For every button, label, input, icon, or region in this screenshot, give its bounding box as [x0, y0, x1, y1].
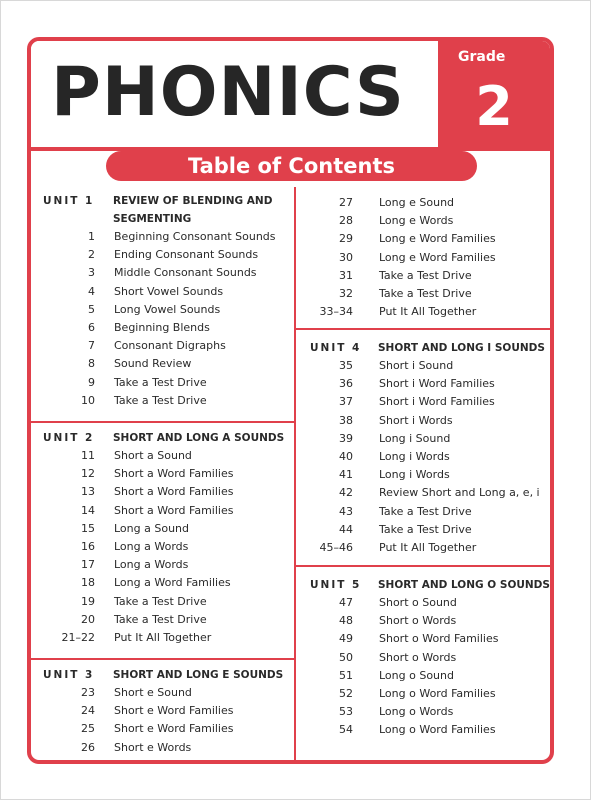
lesson-title: Put It All Together	[114, 631, 212, 644]
lesson-title: Take a Test Drive	[114, 375, 207, 389]
toc-entry	[31, 228, 294, 246]
page-number: 35	[339, 359, 353, 372]
page-number: 2	[88, 248, 95, 262]
toc-entry	[296, 667, 550, 685]
lesson-title: Long e Word Families	[379, 250, 496, 264]
toc-entry	[31, 538, 294, 556]
lesson-title: Short a Sound	[114, 449, 192, 462]
page-number: 16	[81, 540, 95, 553]
page-number: 43	[339, 504, 353, 518]
toc-entry	[31, 264, 294, 282]
page-number: 5	[88, 302, 95, 316]
lesson-title: Short o Words	[379, 614, 457, 628]
toc-entry	[296, 249, 550, 267]
lesson-title: Short a Word Families	[114, 503, 234, 517]
page-number: 25	[81, 722, 95, 736]
lesson-title: Long a Sound	[114, 521, 189, 535]
lesson-title: Short e Sound	[114, 686, 192, 699]
toc-entry	[31, 702, 294, 720]
page-number: 33–34	[319, 305, 353, 319]
lesson-title: Sound Review	[114, 357, 192, 371]
lesson-title: Long a Words	[114, 540, 189, 553]
toc-entry	[296, 466, 550, 484]
lesson-title: Consonant Digraphs	[114, 339, 226, 353]
lesson-title: Long e Word Families	[379, 232, 496, 246]
page-number: 47	[339, 596, 353, 609]
unit-heading	[31, 666, 294, 684]
page-number: 7	[88, 339, 95, 353]
page-number: 12	[81, 467, 95, 481]
toc-entry	[31, 392, 294, 410]
page-number: 8	[88, 357, 95, 371]
lesson-title: Take a Test Drive	[379, 522, 472, 536]
toc-entry	[31, 739, 294, 757]
toc-entry	[31, 447, 294, 465]
unit-divider-1-2	[31, 421, 294, 423]
lesson-title: Long e Words	[379, 214, 454, 228]
unit-heading	[296, 339, 550, 357]
unit-number: UNIT 1	[43, 195, 95, 207]
unit-divider-2-3	[31, 658, 294, 660]
toc-entry	[296, 630, 550, 648]
lesson-title: Short i Word Families	[379, 395, 495, 409]
unit-number: UNIT 2	[43, 432, 95, 444]
toc-entry	[31, 337, 294, 355]
lesson-title: Take a Test Drive	[379, 268, 472, 282]
page-number: 53	[339, 705, 353, 719]
page-number: 26	[81, 740, 95, 754]
lesson-title: Short e Word Families	[114, 704, 234, 718]
toc-entry	[296, 521, 550, 539]
page-number: 4	[88, 284, 95, 298]
toc-entry	[296, 649, 550, 667]
lesson-title: Middle Consonant Sounds	[114, 266, 257, 280]
toc-entry	[296, 430, 550, 448]
toc-entry	[296, 484, 550, 502]
toc-entry	[296, 230, 550, 248]
page-number: 40	[339, 450, 353, 463]
toc-entry	[296, 448, 550, 466]
page-number: 39	[339, 431, 353, 445]
lesson-title: Take a Test Drive	[114, 594, 207, 608]
grade-label: Grade	[458, 49, 506, 65]
lesson-title: Short o Sound	[379, 596, 457, 609]
lesson-title: Long o Word Families	[379, 687, 496, 700]
page-number: 14	[81, 503, 95, 517]
toc-entry	[296, 594, 550, 612]
lesson-title: Beginning Blends	[114, 321, 210, 334]
toc-entry	[31, 374, 294, 392]
page-number: 49	[339, 632, 353, 646]
toc-entry	[296, 612, 550, 630]
lesson-title: Long o Sound	[379, 668, 454, 682]
lesson-title: Short e Words	[114, 740, 192, 754]
lesson-title: Take a Test Drive	[379, 504, 472, 518]
lesson-title: Long o Word Families	[379, 723, 496, 737]
unit-title: SHORT AND LONG E SOUNDS	[113, 669, 284, 681]
toc-entry	[296, 685, 550, 703]
page-number: 51	[339, 668, 353, 682]
lesson-title: Short e Word Families	[114, 722, 234, 736]
page-number: 52	[339, 687, 353, 700]
toc-frame	[27, 37, 554, 764]
page-number: 42	[339, 486, 353, 500]
toc-entry	[31, 301, 294, 319]
toc-entry	[296, 503, 550, 521]
toc-entry	[31, 319, 294, 337]
toc-entry	[31, 556, 294, 574]
toc-entry	[31, 684, 294, 702]
lesson-title: Long e Sound	[379, 196, 455, 209]
grade-number: 2	[475, 75, 513, 138]
toc-entry	[31, 593, 294, 611]
lesson-title: Beginning Consonant Sounds	[114, 230, 276, 243]
unit-title-line2: SEGMENTING	[113, 213, 192, 226]
page-number: 6	[88, 321, 95, 334]
page-number: 18	[81, 576, 95, 590]
unit-title: SHORT AND LONG O SOUNDS	[378, 579, 550, 591]
unit-title: REVIEW OF BLENDING AND	[113, 195, 273, 207]
page-number: 10	[81, 393, 95, 407]
toc-entry	[296, 539, 550, 557]
lesson-title: Short a Word Families	[114, 485, 234, 499]
header	[31, 41, 550, 151]
toc-entry	[296, 393, 550, 411]
page-number: 30	[339, 250, 353, 264]
page-number: 1	[88, 230, 95, 243]
unit-title: SHORT AND LONG A SOUNDS	[113, 432, 285, 444]
lesson-title: Put It All Together	[379, 305, 477, 319]
toc-entry	[31, 283, 294, 301]
page-number: 20	[81, 612, 95, 626]
lesson-title: Short o Word Families	[379, 632, 499, 646]
toc-entry	[31, 520, 294, 538]
page-number: 44	[339, 522, 353, 536]
unit-heading	[31, 429, 294, 447]
toc-entry	[296, 412, 550, 430]
page-number: 48	[339, 614, 353, 628]
lesson-title: Short a Word Families	[114, 467, 234, 481]
page-number: 19	[81, 594, 95, 608]
lesson-title: Short i Word Families	[379, 377, 495, 391]
unit-divider-3-4	[296, 328, 550, 330]
lesson-title: Short i Words	[379, 413, 453, 427]
lesson-title: Short Vowel Sounds	[114, 284, 224, 298]
toc-entry	[31, 502, 294, 520]
lesson-title: Long i Sound	[379, 431, 451, 445]
lesson-title: Long a Words	[114, 558, 189, 572]
toc-entry	[31, 465, 294, 483]
toc-entry	[31, 483, 294, 501]
lesson-title: Long a Word Families	[114, 576, 231, 590]
page-number: 28	[339, 214, 353, 228]
page-number: 37	[339, 395, 353, 409]
toc-entry	[31, 720, 294, 738]
lesson-title: Take a Test Drive	[114, 612, 207, 626]
toc-entry	[296, 375, 550, 393]
toc-entry	[296, 357, 550, 375]
toc-entry	[296, 194, 550, 212]
toc-entry	[296, 267, 550, 285]
lesson-title: Take a Test Drive	[114, 393, 207, 407]
page-number: 36	[339, 377, 353, 391]
lesson-title: Ending Consonant Sounds	[114, 248, 259, 262]
page-number: 29	[339, 232, 353, 246]
lesson-title: Long o Words	[379, 705, 454, 719]
toc-entry	[296, 703, 550, 721]
unit-number: UNIT 3	[43, 669, 95, 681]
toc-entry	[31, 246, 294, 264]
unit-heading	[31, 192, 294, 210]
page-number: 50	[339, 650, 353, 664]
toc-entry	[296, 721, 550, 739]
page-number: 3	[88, 266, 95, 280]
toc-entry	[31, 574, 294, 592]
page-number: 15	[81, 521, 95, 535]
page-number: 45–46	[319, 541, 353, 554]
page-number: 41	[339, 468, 353, 482]
page-number: 54	[339, 723, 353, 737]
toc-entry	[31, 355, 294, 373]
unit-number: UNIT 5	[310, 579, 362, 591]
toc-heading: Table of Contents	[106, 151, 477, 181]
unit-number: UNIT 4	[310, 342, 362, 354]
toc-entry	[31, 611, 294, 629]
unit-divider-4-5	[296, 565, 550, 567]
page-number: 13	[81, 485, 95, 499]
toc-entry	[296, 212, 550, 230]
toc-entry	[296, 303, 550, 321]
page-number: 23	[81, 686, 95, 699]
lesson-title: Take a Test Drive	[379, 287, 472, 300]
toc-entry	[31, 629, 294, 647]
lesson-title: Review Short and Long a, e, i	[379, 486, 540, 500]
lesson-title: Long i Words	[379, 468, 450, 482]
page-number: 27	[339, 196, 353, 209]
page-number: 11	[81, 449, 95, 462]
page-number: 17	[81, 558, 95, 572]
lesson-title: Long i Words	[379, 450, 450, 463]
unit-heading-line2	[31, 210, 294, 228]
unit-title: SHORT AND LONG I SOUNDS	[378, 342, 545, 354]
page-number: 32	[339, 287, 353, 300]
lesson-title: Short i Sound	[379, 359, 454, 372]
lesson-title: Short o Words	[379, 650, 457, 664]
page-number: 9	[88, 375, 95, 389]
page-number: 31	[339, 268, 353, 282]
page-number: 24	[81, 704, 95, 718]
page-title: PHONICS	[51, 53, 405, 132]
page-number: 38	[339, 413, 353, 427]
lesson-title: Long Vowel Sounds	[114, 302, 221, 316]
unit-heading	[296, 576, 550, 594]
toc-entry	[296, 285, 550, 303]
lesson-title: Put It All Together	[379, 541, 477, 554]
page-number: 21–22	[61, 631, 95, 644]
grade-badge	[438, 41, 550, 147]
